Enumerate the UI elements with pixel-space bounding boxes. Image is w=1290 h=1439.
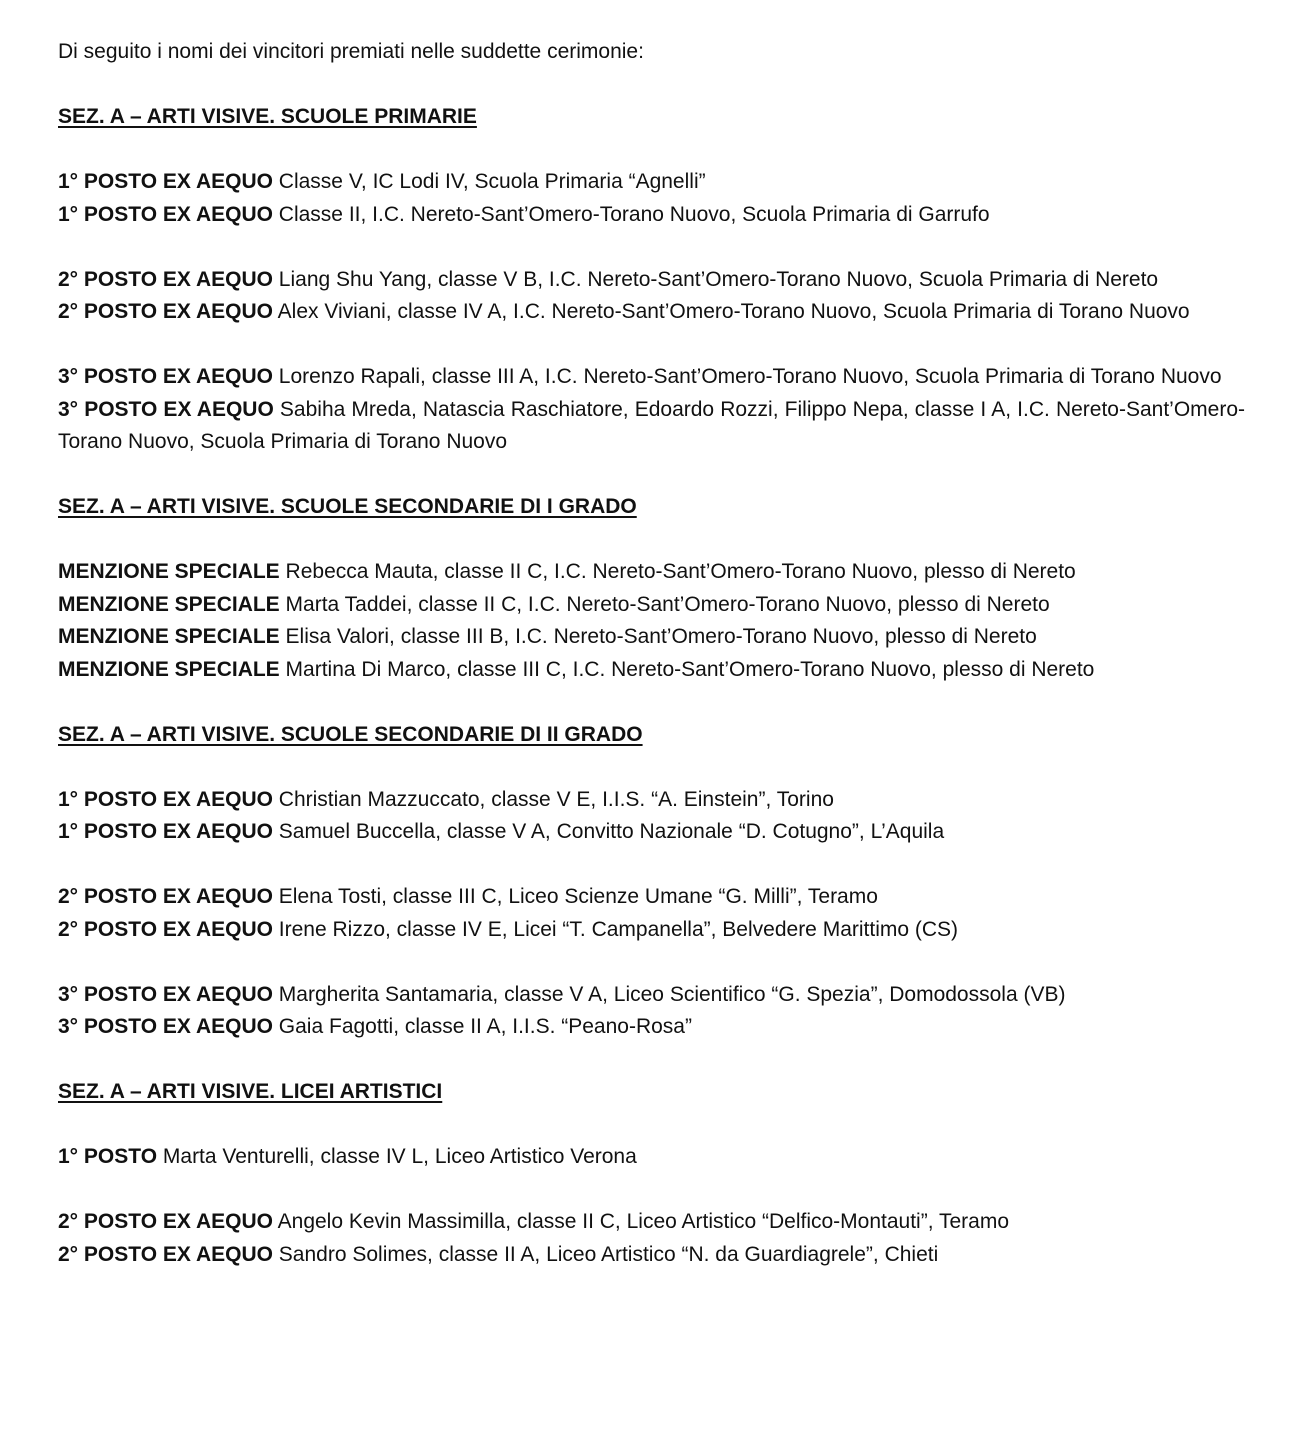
award-group (58, 264, 1245, 329)
award-group (58, 166, 1245, 231)
section-title: SEZ. A – ARTI VISIVE. SCUOLE SECONDARIE DI II GRADO (58, 722, 643, 746)
award-entry (58, 589, 1245, 622)
section-secondarie-ii-grado (58, 719, 1245, 1044)
award-text: Christian Mazzuccato, classe V E, I.I.S. “A. Einstein”, Torino (278, 787, 834, 811)
award-label: 3° POSTO EX AEQUO (58, 982, 273, 1006)
award-entry (58, 1239, 1245, 1272)
award-text: Marta Venturelli, classe IV L, Liceo Artistico Verona (162, 1145, 637, 1168)
award-text: Martina Di Marco, classe III C, I.C. Nereto-Sant’Omero-Torano Nuovo, plesso di Nereto (285, 657, 1095, 681)
award-text: Rebecca Mauta, classe II C, I.C. Nereto-Sant’Omero-Torano Nuovo, plesso di Nereto (285, 560, 1076, 583)
award-text: Classe II, I.C. Nereto-Sant’Omero-Torano Nuovo, Scuola Primaria di Garrufo (278, 202, 990, 226)
section-title: SEZ. A – ARTI VISIVE. SCUOLE SECONDARIE DI I GRADO (58, 495, 637, 518)
award-label: 2° POSTO EX AEQUO (58, 885, 273, 908)
award-label: 3° POSTO EX AEQUO (58, 365, 273, 388)
award-label: 2° POSTO EX AEQUO (58, 1242, 273, 1266)
award-text: Classe V, IC Lodi IV, Scuola Primaria “Agnelli” (278, 170, 706, 193)
award-group (58, 784, 1245, 849)
award-label: 2° POSTO EX AEQUO (58, 1210, 273, 1233)
intro-paragraph: Di seguito i nomi dei vincitori premiati nelle suddette cerimonie: (58, 40, 644, 63)
award-label: 1° POSTO EX AEQUO (58, 820, 273, 843)
award-label: MENZIONE SPECIALE (58, 657, 280, 681)
award-group (58, 1141, 1245, 1174)
award-text: Irene Rizzo, classe IV E, Licei “T. Campanella”, Belvedere Marittimo (CS) (278, 917, 959, 941)
award-text: Angelo Kevin Massimilla, classe II C, Liceo Artistico “Delfico-Montauti”, Teramo (277, 1210, 1010, 1233)
award-entry (58, 881, 1245, 914)
section-licei-artistici (58, 1076, 1245, 1271)
award-label: 1° POSTO EX AEQUO (58, 170, 273, 193)
award-label: 1° POSTO EX AEQUO (58, 202, 273, 226)
award-entry (58, 621, 1245, 654)
award-group (58, 556, 1245, 686)
award-label: MENZIONE SPECIALE (58, 560, 280, 583)
document-page (58, 36, 1245, 1304)
section-title: SEZ. A – ARTI VISIVE. LICEI ARTISTICI (58, 1080, 443, 1103)
award-entry (58, 1206, 1245, 1239)
award-text: Marta Taddei, classe II C, I.C. Nereto-Sant’Omero-Torano Nuovo, plesso di Nereto (285, 592, 1050, 616)
section-secondarie-i-grado (58, 491, 1245, 686)
award-group (58, 881, 1245, 946)
award-label: MENZIONE SPECIALE (58, 592, 280, 616)
award-entry (58, 914, 1245, 947)
award-entry (58, 784, 1245, 817)
award-entry (58, 361, 1245, 394)
award-label: 1° POSTO EX AEQUO (58, 787, 273, 811)
award-text: Gaia Fagotti, classe II A, I.I.S. “Peano-Rosa” (278, 1015, 692, 1038)
award-entry (58, 1141, 1245, 1174)
award-entry (58, 264, 1245, 297)
award-text: Margherita Santamaria, classe V A, Liceo Scientifico “G. Spezia”, Domodossola (VB) (278, 982, 1066, 1006)
award-label: 2° POSTO EX AEQUO (58, 267, 273, 291)
award-text: Liang Shu Yang, classe V B, I.C. Nereto-Sant’Omero-Torano Nuovo, Scuola Primaria di Nereto (278, 267, 1159, 291)
award-label: 1° POSTO (58, 1145, 158, 1168)
section-title: SEZ. A – ARTI VISIVE. SCUOLE PRIMARIE (58, 105, 477, 128)
award-entry (58, 979, 1245, 1012)
award-entry (58, 654, 1245, 687)
award-entry (58, 394, 1245, 459)
award-text: Samuel Buccella, classe V A, Convitto Nazionale “D. Cotugno”, L’Aquila (278, 820, 945, 843)
section-primarie (58, 101, 1245, 459)
award-text: Lorenzo Rapali, classe III A, I.C. Nereto-Sant’Omero-Torano Nuovo, Scuola Primaria di Torano Nuovo (278, 365, 1222, 388)
award-text: Elisa Valori, classe III B, I.C. Nereto-Sant’Omero-Torano Nuovo, plesso di Nereto (285, 625, 1037, 648)
award-label: 3° POSTO EX AEQUO (58, 397, 274, 421)
award-entry (58, 1011, 1245, 1044)
award-label: 2° POSTO EX AEQUO (58, 917, 273, 941)
award-text: Alex Viviani, classe IV A, I.C. Nereto-Sant’Omero-Torano Nuovo, Scuola Primaria di Torano Nuovo (277, 300, 1190, 323)
award-entry (58, 816, 1245, 849)
award-label: 3° POSTO EX AEQUO (58, 1015, 273, 1038)
award-label: MENZIONE SPECIALE (58, 625, 280, 648)
award-entry (58, 199, 1245, 232)
award-entry (58, 166, 1245, 199)
award-text: Sandro Solimes, classe II A, Liceo Artistico “N. da Guardiagrele”, Chieti (278, 1242, 939, 1266)
award-label: 2° POSTO EX AEQUO (58, 300, 273, 323)
award-text: Elena Tosti, classe III C, Liceo Scienze Umane “G. Milli”, Teramo (278, 885, 878, 908)
award-group (58, 979, 1245, 1044)
award-entry (58, 556, 1245, 589)
award-entry (58, 296, 1245, 329)
award-group (58, 1206, 1245, 1271)
award-text: Sabiha Mreda, Natascia Raschiatore, Edoardo Rozzi, Filippo Nepa, classe I A, I.C. Nereto-Sant’Omero-Torano Nuovo, Scuola Primaria di Torano Nuovo (58, 397, 1246, 453)
award-group (58, 361, 1245, 459)
